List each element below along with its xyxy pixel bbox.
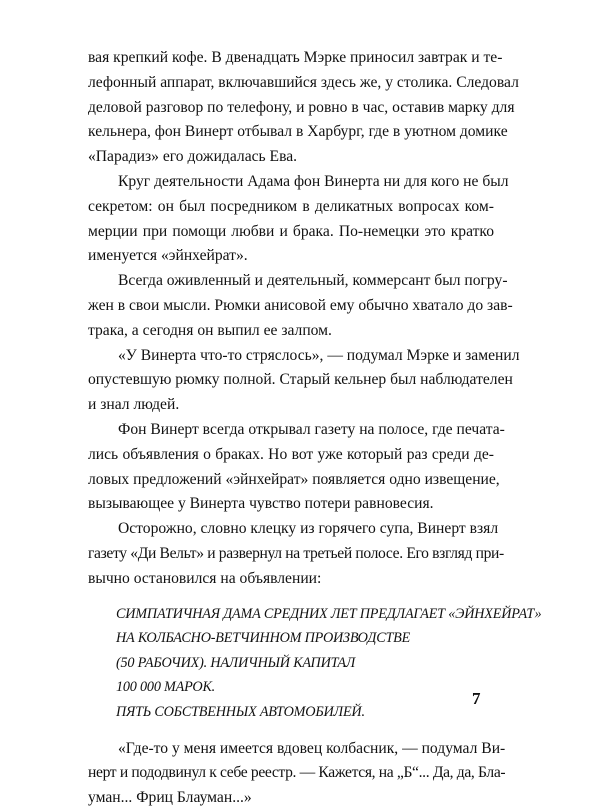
text-line: вычно остановился на объявлении: bbox=[88, 569, 322, 587]
text-line: опустевшую рюмку полной. Старый кельнер был наблюдателен bbox=[88, 371, 513, 389]
book-page bbox=[88, 46, 542, 811]
text-line: деловой разговор по телефону, и ровно в час, оставив марку для bbox=[88, 98, 515, 116]
text-line: и знал людей. bbox=[88, 396, 180, 414]
text-line: Круг деятельности Адама фон Винерта ни для кого не был bbox=[118, 172, 509, 190]
paragraph-5 bbox=[88, 418, 505, 517]
text-line: секретом: он был посредником в деликатных вопросах ком- bbox=[88, 197, 494, 215]
paragraph-1 bbox=[88, 46, 519, 170]
advertisement-line: (50 РАБОЧИХ). НАЛИЧНЫЙ КАПИТАЛ bbox=[116, 654, 356, 671]
text-line: Осторожно, словно клецку из горячего супа, Винерт взял bbox=[118, 520, 499, 538]
text-line: вызывающее у Винерта чувство потери равновесия. bbox=[88, 495, 434, 513]
advertisement-line: ПЯТЬ СОБСТВЕННЫХ АВТОМОБИЛЕЙ. bbox=[116, 703, 365, 720]
paragraph-3 bbox=[88, 269, 513, 343]
advertisement-line: 100 000 МАРОК. bbox=[116, 679, 216, 696]
text-line: лись объявления о браках. Но вот уже который раз среди де- bbox=[88, 445, 494, 463]
paragraph-2 bbox=[88, 170, 509, 269]
advertisement-line: НА КОЛБАСНО-ВЕТЧИННОМ ПРОИЗВОДСТВЕ bbox=[116, 630, 411, 647]
newspaper-advertisement bbox=[116, 602, 542, 725]
text-line: газету «Ди Вельт» и развернул на третьей полосе. Его взгляд при- bbox=[88, 544, 504, 562]
text-line: мерции при помощи любви и брака. По-немецки это кратко bbox=[88, 222, 494, 240]
text-line: Фон Винерт всегда открывал газету на полосе, где печата- bbox=[118, 420, 505, 438]
text-line: уман... Фриц Блауман...» bbox=[88, 789, 252, 807]
text-line: нерт и пододвинул к себе реестр. — Кажется, на „Б“... Да, да, Бла- bbox=[88, 764, 506, 782]
advertisement-line: СИМПАТИЧНАЯ ДАМА СРЕДНИХ ЛЕТ ПРЕДЛАГАЕТ «ЭЙНХЕЙРАТ» bbox=[116, 605, 542, 622]
paragraph-closing bbox=[88, 737, 506, 811]
text-line: кельнера, фон Винерт отбывал в Харбург, где в уютном домике bbox=[88, 123, 508, 141]
text-line: жен в свои мысли. Рюмки анисовой ему обычно хватало до зав- bbox=[88, 296, 513, 314]
page-number: 7 bbox=[472, 689, 481, 708]
paragraph-4 bbox=[88, 344, 520, 418]
text-line: лефонный аппарат, включавшийся здесь же, у столика. Следовал bbox=[88, 73, 519, 91]
text-line: трака, а сегодня он выпил ее залпом. bbox=[88, 321, 332, 339]
text-line: Всегда оживленный и деятельный, коммерсант был погру- bbox=[118, 272, 508, 290]
text-line: вая крепкий кофе. В двенадцать Мэрке приносил завтрак и те- bbox=[88, 49, 503, 66]
paragraph-6 bbox=[88, 517, 504, 591]
text-line: «Где-то у меня имеется вдовец колбасник, — подумал Ви- bbox=[118, 739, 506, 757]
text-line: именуется «эйнхейрат». bbox=[88, 247, 248, 265]
text-line: «У Винерта что-то стряслось», — подумал Мэрке и заменил bbox=[118, 346, 520, 364]
text-line: «Парадиз» его дожидалась Ева. bbox=[88, 148, 298, 166]
text-line: ловых предложений «эйнхейрат» появляется одно извещение, bbox=[88, 470, 500, 488]
